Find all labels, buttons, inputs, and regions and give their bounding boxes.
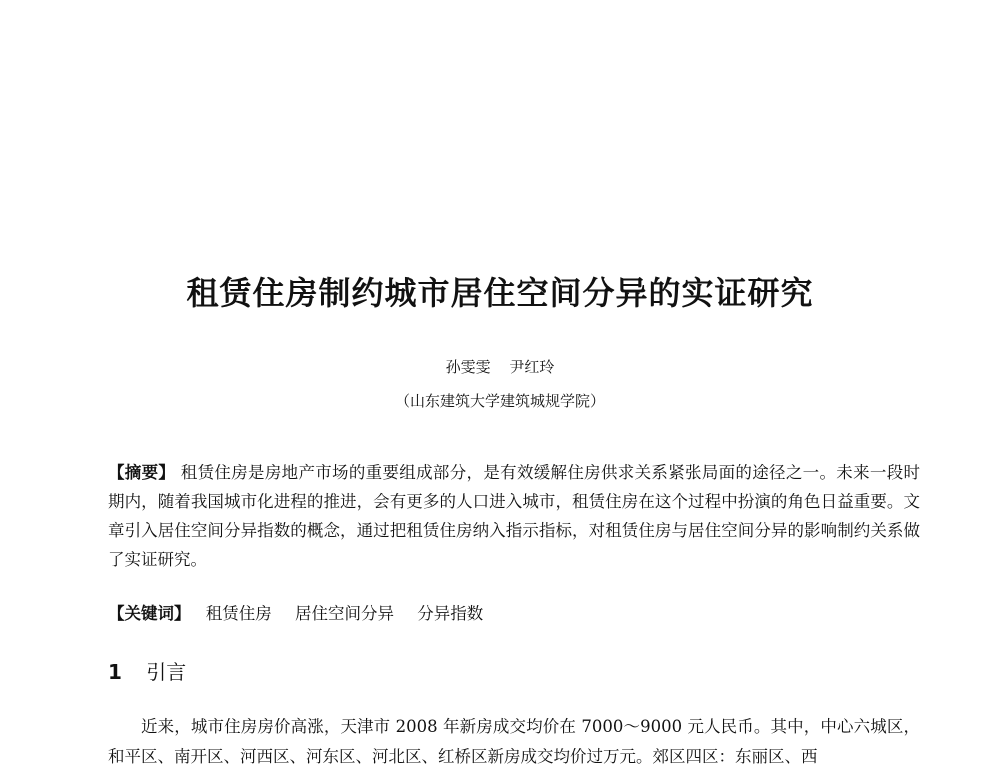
keyword: 居住空间分异	[295, 604, 394, 623]
abstract-text: 租赁住房是房地产市场的重要组成部分，是有效缓解住房供求关系紧张局面的途径之一。未来一段时期内，随着我国城市化进程的推进，会有更多的人口进入城市，租赁住房在这个过程中扮演的角色日益重要。文章引入居住空间分异指数的概念，通过把租赁住房纳入指示指标，对租赁住房与居住空间分异的影响制约关系做了实证研究。	[108, 463, 921, 569]
section-number: 1	[108, 660, 122, 684]
paper-title: 租赁住房制约城市居住空间分异的实证研究	[186, 274, 814, 312]
affiliation: （山东建筑大学建筑城规学院）	[394, 392, 605, 410]
keyword: 分异指数	[417, 604, 484, 623]
abstract	[108, 458, 920, 574]
keywords	[108, 600, 491, 624]
keywords-label: 【关键词】	[108, 604, 191, 623]
body-paragraph: 近来，城市住房房价高涨，天津市 2008 年新房成交均价在 7000～9000 元人民币。其中，中心六城区，和平区、南开区、河西区、河东区、河北区、红桥区新房成交均价过万元。郊区四区：东丽区、西	[108, 717, 920, 766]
section-title: 引言	[146, 660, 187, 684]
keyword: 租赁住房	[205, 604, 272, 623]
section-heading	[108, 656, 186, 685]
abstract-label: 【摘要】	[108, 463, 176, 482]
authors: 孙雯雯 尹红玲	[445, 358, 555, 376]
